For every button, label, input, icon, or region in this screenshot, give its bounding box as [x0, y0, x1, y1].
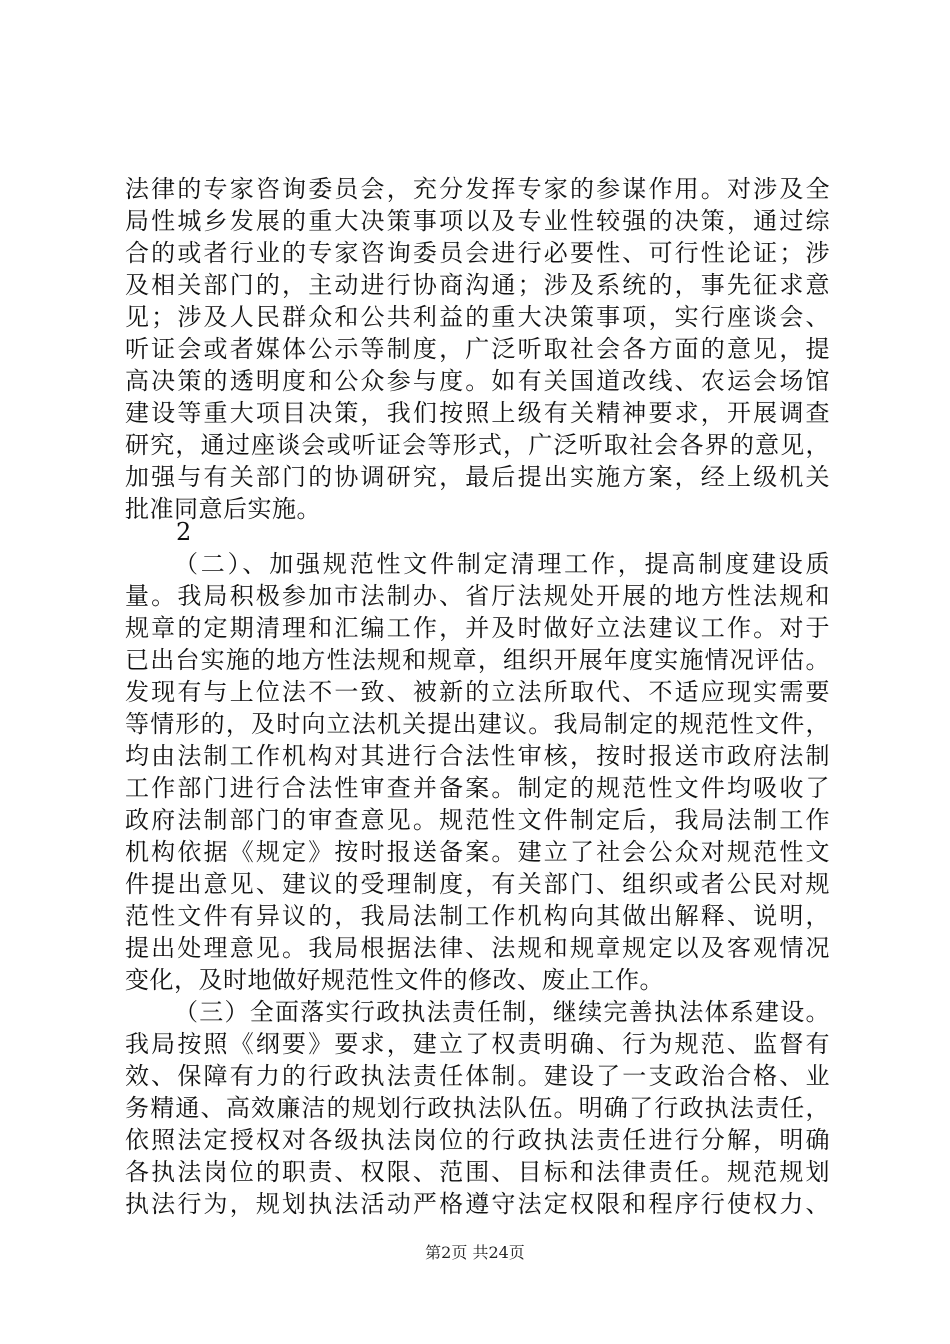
text-line: 政府法制部门的审查意见。规范性文件制定后，我局法制工作	[125, 806, 830, 834]
text-line: 规章的定期清理和汇编工作，并及时做好立法建议工作。对于	[125, 614, 830, 642]
paragraph-heading-3: （三）全面落实行政执法责任制，继续完善执法体系建设。	[174, 998, 830, 1026]
text-line: 均由法制工作机构对其进行合法性审核，按时报送市政府法制	[125, 742, 830, 770]
text-line: 变化，及时地做好规范性文件的修改、废止工作。	[125, 966, 664, 994]
text-line: 已出台实施的地方性法规和规章，组织开展年度实施情况评估。	[125, 646, 830, 674]
text-line: 高决策的透明度和公众参与度。如有关国道改线、农运会场馆	[125, 367, 830, 395]
text-line: 工作部门进行合法性审查并备案。制定的规范性文件均吸收了	[125, 774, 830, 802]
text-line: 执法行为，规划执法活动严格遵守法定权限和程序行使权力、	[125, 1190, 830, 1218]
text-line: 建设等重大项目决策，我们按照上级有关精神要求，开展调查	[125, 399, 830, 427]
text-line: 提出处理意见。我局根据法律、法规和规章规定以及客观情况	[125, 934, 830, 962]
text-line: 依照法定授权对各级执法岗位的行政执法责任进行分解，明确	[125, 1126, 830, 1154]
text-line: 机构依据《规定》按时报送备案。建立了社会公众对规范性文	[125, 838, 830, 866]
text-line: 局性城乡发展的重大决策事项以及专业性较强的决策，通过综	[125, 207, 830, 235]
text-line: 法律的专家咨询委员会，充分发挥专家的参谋作用。对涉及全	[125, 175, 830, 203]
text-line: 发现有与上位法不一致、被新的立法所取代、不适应现实需要	[125, 678, 830, 706]
text-line: 加强与有关部门的协调研究，最后提出实施方案，经上级机关	[125, 463, 830, 491]
text-line: 等情形的，及时向立法机关提出建议。我局制定的规范性文件，	[125, 710, 830, 738]
text-line: 研究，通过座谈会或听证会等形式，广泛听取社会各界的意见，	[125, 431, 830, 459]
page-marker: 2	[176, 518, 192, 546]
text-line: 务精通、高效廉洁的规划行政执法队伍。明确了行政执法责任，	[125, 1094, 830, 1122]
text-line: 见；涉及人民群众和公共利益的重大决策事项，实行座谈会、	[125, 303, 830, 331]
text-line: 件提出意见、建议的受理制度，有关部门、组织或者公民对规	[125, 870, 830, 898]
paragraph-heading-2: （二）、加强规范性文件制定清理工作，提高制度建设质	[174, 550, 830, 578]
text-line: 效、保障有力的行政执法责任体制。建设了一支政治合格、业	[125, 1062, 830, 1090]
text-line: 听证会或者媒体公示等制度，广泛听取社会各方面的意见，提	[125, 335, 830, 363]
text-line: 批准同意后实施。	[125, 495, 321, 523]
text-line: 及相关部门的，主动进行协商沟通；涉及系统的，事先征求意	[125, 271, 830, 299]
text-line: 我局按照《纲要》要求，建立了权责明确、行为规范、监督有	[125, 1030, 830, 1058]
text-line: 量。我局积极参加市法制办、省厅法规处开展的地方性法规和	[125, 582, 830, 610]
text-line: 各执法岗位的职责、权限、范围、目标和法律责任。规范规划	[125, 1158, 830, 1186]
text-line: 合的或者行业的专家咨询委员会进行必要性、可行性论证；涉	[125, 239, 830, 267]
page-footer: 第2页 共24页	[425, 1243, 525, 1262]
text-line: 范性文件有异议的，我局法制工作机构向其做出解释、说明，	[125, 902, 830, 930]
